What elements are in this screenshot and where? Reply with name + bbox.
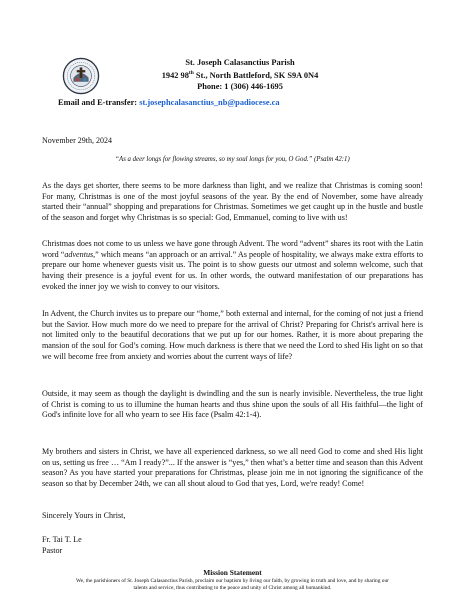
- parish-address: 1942 98th St., North Battleford, SK S9A 0N4: [161, 70, 319, 80]
- parish-name: St. Joseph Calasanctius Parish: [185, 58, 295, 67]
- paragraph-3: In Advent, the Church invites us to prepare our “home,” both external and internal, for the coming of not just a friend but the Savior. How much more do we need to prepare for the arrival of Christ? Preparing for Christ's arrival here is not limited only to the beautiful decorations that we put up for our homes. Rather, it is more about preparing the mansion of the soul for God’s coming. How much darkness is there that we need the Lord to shed His light on so that we will become free from anxiety and worries about the current ways of life?: [42, 309, 423, 361]
- paragraph-1: As the days get shorter, there seems to be more darkness than light, and we realize that Christmas is coming soon! For many, Christmas is one of the most joyful seasons of the year. By the end of November, some have already started their “annual” shopping and preparations for Christmas. Sometimes we get caught up in the hustle and bustle of the season and forget why Christmas is so special: God, Emmanuel, coming to live with us!: [42, 181, 423, 223]
- letter-date: November 29th, 2024: [42, 136, 112, 145]
- email-label: Email and E-transfer:: [58, 98, 140, 107]
- paragraph-2: Christmas does not come to us unless we have gone through Advent. The word “advent” shares its root with the Latin word “adventus,” which means “an approach or an arrival.” As people of hospitality, we always make extra efforts to prepare our home whenever guests visit us. The point is to show guests our utmost and solemn welcome, such that having their presence is a joyful event for us. In other words, the outward manifestation of our preparations has evoked the inner joy we wish to convey to our visitors.: [42, 239, 424, 291]
- mission-title: Mission Statement: [203, 568, 262, 577]
- signer-name: Fr. Tai T. Le: [42, 535, 82, 544]
- letterhead: [50, 53, 430, 125]
- scripture-quote: “As a deer longs for flowing streams, so my soul longs for you, O God.” (Psalm 42:1): [115, 156, 350, 163]
- paragraph-4: Outside, it may seem as though the daylight is dwindling and the sun is nearly invisible. Nevertheless, the true light of Christ is coming to us to illumine the human hearts and thus shine upon the souls of all His faithful—the light of God's infinite love for all who yearn to see His face (Psalm 42:1-4).: [42, 389, 423, 420]
- signer-title: Pastor: [42, 545, 63, 555]
- paragraph-5: My brothers and sisters in Christ, we have all experienced darkness, so we all need God to come and shed His light on us, setting us free … “Am I ready?”... If the answer is “yes,” then what’s a better time and season than this Advent season? As you have started your preparations for Christmas, please join me in not ignoring the significance of the season so that by December 24th, we can all shout aloud to God that yes, Lord, we're ready! Come!: [42, 447, 423, 489]
- signature-block: [42, 535, 82, 556]
- parish-phone: Phone: 1 (306) 446-1695: [197, 82, 283, 92]
- email-line: [58, 97, 280, 108]
- closing: Sincerely Yours in Christ,: [42, 511, 126, 520]
- email-link[interactable]: st.josephcalasanctius_nb@padiocese.ca: [139, 98, 280, 107]
- mission-text: We, the parishioners of St. Joseph Calasanctius Parish, proclaim our baptism by living our faith, by growing in truth and love, and by sharing our talents and service, thus contributing to the peace and unity of Christ among all humankind.: [76, 578, 389, 592]
- letterhead-text: [50, 57, 430, 92]
